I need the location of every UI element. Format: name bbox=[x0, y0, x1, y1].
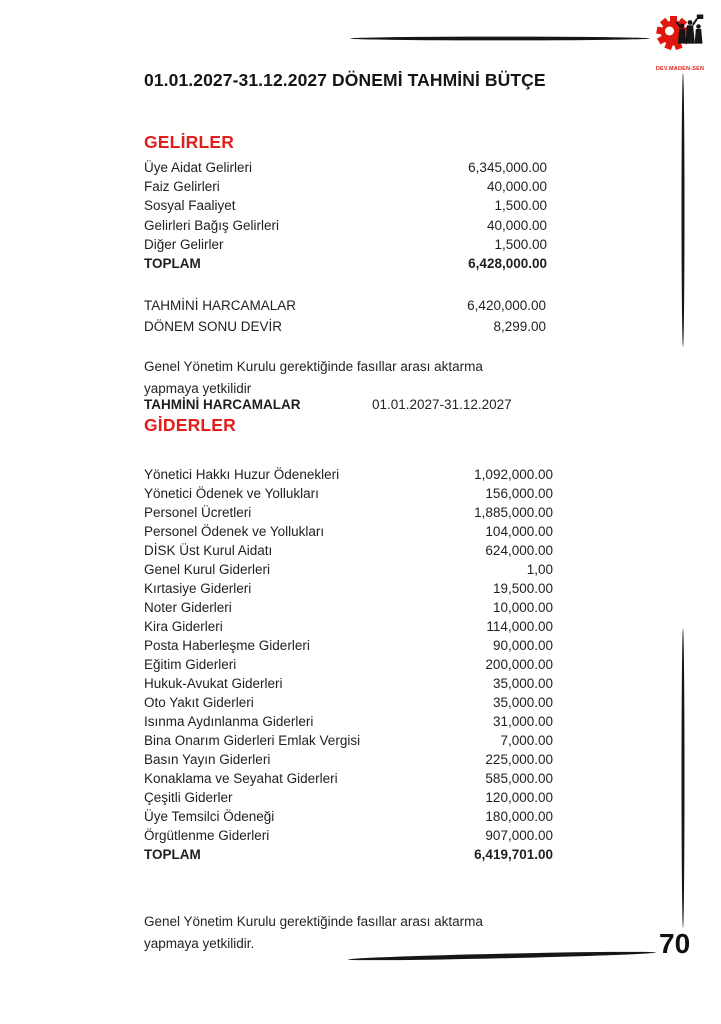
expense-value: 31,000.00 bbox=[492, 714, 553, 729]
note-line: yapmaya yetkilidir bbox=[144, 381, 252, 396]
expense-label: Bina Onarım Giderleri Emlak Vergisi bbox=[144, 733, 361, 748]
income-value: 6,345,000.00 bbox=[468, 160, 547, 175]
budget-period: 01.01.2027-31.12.2027 bbox=[372, 397, 512, 412]
expense-label: Konaklama ve Seyahat Giderleri bbox=[144, 771, 338, 786]
expense-label: Çeşitli Giderler bbox=[144, 790, 233, 805]
income-total-row bbox=[144, 256, 547, 275]
expense-row bbox=[144, 809, 553, 828]
expense-row bbox=[144, 752, 553, 771]
expense-value: 585,000.00 bbox=[485, 771, 553, 786]
income-row bbox=[144, 237, 547, 256]
income-row bbox=[144, 218, 547, 237]
note-line: Genel Yönetim Kurulu gerektiğinde fasıllar arası aktarma bbox=[144, 359, 483, 374]
expense-row bbox=[144, 695, 553, 714]
expense-row bbox=[144, 790, 553, 809]
summary-rows bbox=[144, 298, 546, 340]
note-line: yapmaya yetkilidir. bbox=[144, 936, 255, 951]
expense-label: Kırtasiye Giderleri bbox=[144, 581, 252, 596]
expense-value: 200,000.00 bbox=[485, 657, 553, 672]
expense-label: Genel Kurul Giderleri bbox=[144, 562, 271, 577]
expense-total-value: 6,419,701.00 bbox=[474, 847, 553, 862]
expense-value: 114,000.00 bbox=[486, 619, 553, 634]
expense-list bbox=[144, 467, 553, 866]
income-rows bbox=[144, 160, 547, 256]
estimated-expenses-header bbox=[144, 397, 547, 417]
income-row bbox=[144, 198, 547, 217]
income-label: Gelirleri Bağış Gelirleri bbox=[144, 217, 280, 233]
income-value: 40,000.00 bbox=[486, 217, 547, 233]
expense-total-row bbox=[144, 847, 553, 866]
expense-label: DİSK Üst Kurul Aidatı bbox=[144, 543, 273, 558]
expense-row bbox=[144, 524, 553, 543]
expense-value: 225,000.00 bbox=[485, 752, 553, 767]
page-title: 01.01.2027-31.12.2027 DÖNEMİ TAHMİNİ BÜTÇE bbox=[144, 70, 546, 90]
logo-text: DEV.MADEN-SEN bbox=[655, 66, 705, 72]
expense-value: 1,092,000.00 bbox=[474, 467, 553, 482]
income-value: 1,500.00 bbox=[494, 198, 547, 214]
expense-label: Hukuk-Avukat Giderleri bbox=[144, 676, 283, 691]
page-number: 70 bbox=[659, 928, 691, 959]
income-list bbox=[144, 160, 547, 275]
expense-row bbox=[144, 619, 553, 638]
stroke-right-vertical-lower bbox=[682, 628, 685, 928]
expense-rows bbox=[144, 467, 553, 847]
income-label: Sosyal Faaliyet bbox=[144, 198, 236, 214]
expense-row bbox=[144, 828, 553, 847]
expense-row bbox=[144, 543, 553, 562]
expense-value: 104,000.00 bbox=[485, 524, 553, 539]
section-heading-gelirler: GELİRLER bbox=[144, 132, 235, 152]
income-value: 1,500.00 bbox=[494, 236, 547, 252]
note-line: Genel Yönetim Kurulu gerektiğinde fasıllar arası aktarma bbox=[144, 914, 483, 929]
stroke-right-vertical-upper bbox=[682, 73, 685, 347]
expense-label: Personel Ödenek ve Yollukları bbox=[144, 524, 325, 539]
devmadensen-logo bbox=[651, 8, 709, 72]
expense-value: 7,000.00 bbox=[500, 733, 553, 748]
summary-label: TAHMİNİ HARCAMALAR bbox=[144, 298, 297, 313]
expense-row bbox=[144, 562, 553, 581]
expense-label: Oto Yakıt Giderleri bbox=[144, 695, 254, 710]
expense-label: Yönetici Hakkı Huzur Ödenekleri bbox=[144, 467, 340, 482]
authorization-note-bottom bbox=[144, 911, 483, 955]
expense-value: 1,00 bbox=[526, 562, 553, 577]
expense-label: Eğitim Giderleri bbox=[144, 657, 237, 672]
income-total-value: 6,428,000.00 bbox=[468, 255, 547, 271]
income-row bbox=[144, 160, 547, 179]
expense-label: Basın Yayın Giderleri bbox=[144, 752, 271, 767]
expense-row bbox=[144, 581, 553, 600]
summary-row bbox=[144, 319, 546, 340]
expense-row bbox=[144, 714, 553, 733]
expense-total-label: TOPLAM bbox=[144, 847, 201, 862]
expense-row bbox=[144, 676, 553, 695]
expense-label: Yönetici Ödenek ve Yollukları bbox=[144, 486, 319, 501]
expense-label: Üye Temsilci Ödeneği bbox=[144, 809, 275, 824]
expense-row bbox=[144, 600, 553, 619]
expense-value: 180,000.00 bbox=[485, 809, 553, 824]
authorization-note-mid bbox=[144, 356, 483, 400]
expense-value: 19,500.00 bbox=[492, 581, 553, 596]
expense-row bbox=[144, 733, 553, 752]
expense-value: 35,000.00 bbox=[492, 676, 553, 691]
expense-row bbox=[144, 467, 553, 486]
stroke-top-horizontal bbox=[350, 37, 650, 41]
summary-label: DÖNEM SONU DEVİR bbox=[144, 319, 283, 334]
income-label: Faiz Gelirleri bbox=[144, 179, 220, 195]
expense-label: Isınma Aydınlanma Giderleri bbox=[144, 714, 314, 729]
summary-row bbox=[144, 298, 546, 319]
expense-value: 120,000.00 bbox=[485, 790, 553, 805]
estimated-expenses-label: TAHMİNİ HARCAMALAR bbox=[144, 397, 301, 412]
expense-label: Kira Giderleri bbox=[144, 619, 223, 634]
income-label: Diğer Gelirler bbox=[144, 236, 224, 252]
expense-row bbox=[144, 657, 553, 676]
expense-value: 156,000.00 bbox=[485, 486, 553, 501]
expense-row bbox=[144, 638, 553, 657]
expense-row bbox=[144, 771, 553, 790]
section-heading-giderler: GİDERLER bbox=[144, 415, 237, 435]
expense-value: 10,000.00 bbox=[492, 600, 553, 615]
expense-label: Örgütlenme Giderleri bbox=[144, 828, 270, 843]
income-value: 40,000.00 bbox=[486, 179, 547, 195]
gear-miners-icon bbox=[651, 8, 709, 60]
expense-value: 907,000.00 bbox=[485, 828, 553, 843]
income-total-label: TOPLAM bbox=[144, 255, 201, 271]
expense-row bbox=[144, 505, 553, 524]
summary-value: 8,299.00 bbox=[493, 319, 546, 334]
expense-value: 1,885,000.00 bbox=[474, 505, 553, 520]
expense-value: 35,000.00 bbox=[492, 695, 553, 710]
summary-value: 6,420,000.00 bbox=[467, 298, 546, 313]
income-row bbox=[144, 179, 547, 198]
summary-list bbox=[144, 298, 546, 340]
expense-row bbox=[144, 486, 553, 505]
expense-label: Personel Ücretleri bbox=[144, 505, 252, 520]
income-label: Üye Aidat Gelirleri bbox=[144, 160, 253, 175]
expense-label: Posta Haberleşme Giderleri bbox=[144, 638, 310, 653]
expense-value: 90,000.00 bbox=[492, 638, 553, 653]
expense-label: Noter Giderleri bbox=[144, 600, 232, 615]
expense-value: 624,000.00 bbox=[485, 543, 553, 558]
